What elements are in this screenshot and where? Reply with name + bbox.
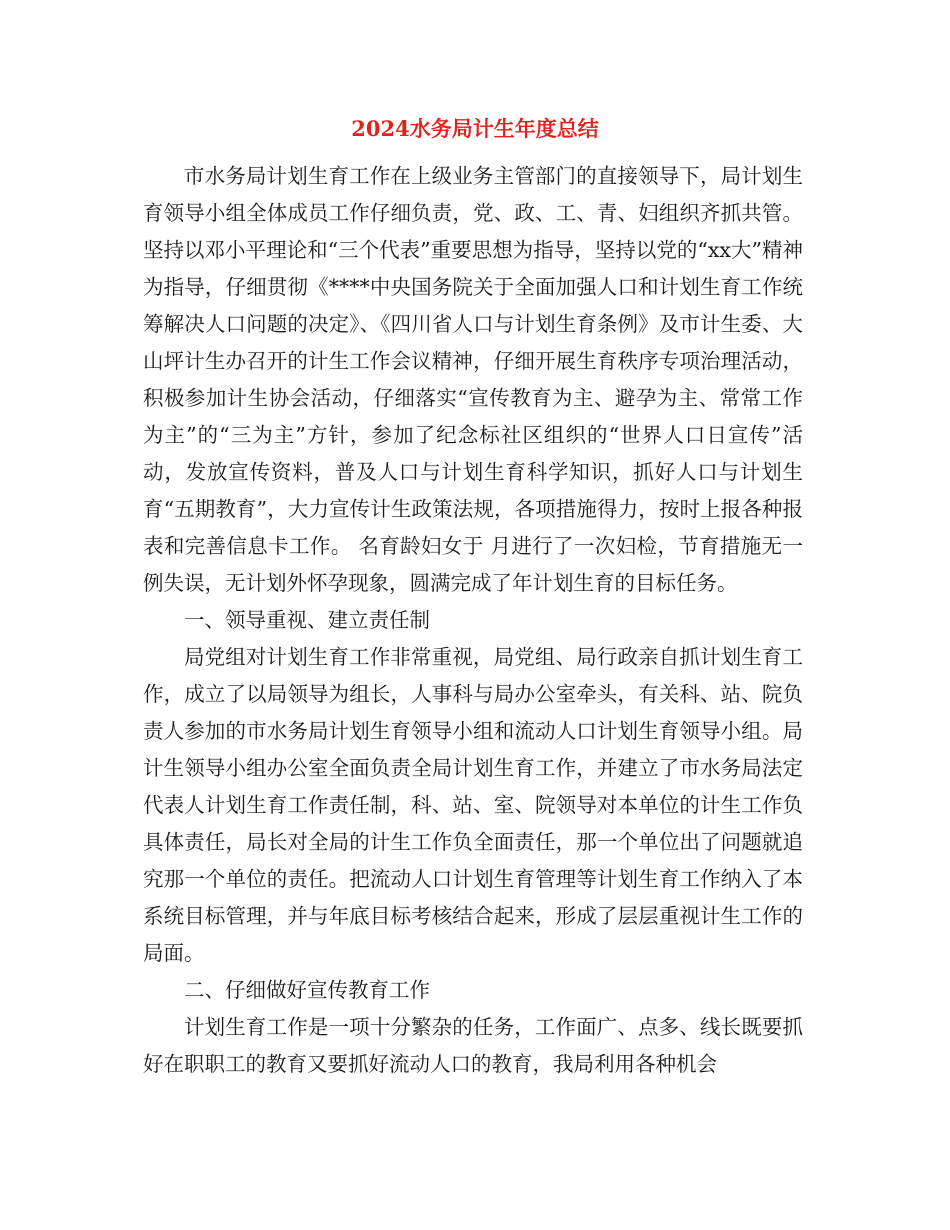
document-body [143,158,803,1083]
section-paragraph-1: 局党组对计划生育工作非常重视，局党组、局行政亲自抓计划生育工作，成立了以局领导为组长，人事科与局办公室牵头，有关科、站、院负责人参加的市水务局计划生育领导小组和流动人口计划生育领导小组。局计生领导小组办公室全面负责全局计划生育工作，并建立了市水务局法定代表人计划生育工作责任制，科、站、室、院领导对本单位的计生工作负具体责任，局长对全局的计生工作负全面责任，那一个单位出了问题就追究那一个单位的责任。把流动人口计划生育管理等计划生育工作纳入了本系统目标管理，并与年底目标考核结合起来，形成了层层重视计生工作的局面。 [143,645,803,965]
document-title: 2024水务局计生年度总结 [351,116,599,141]
section-paragraph-2: 计划生育工作是一项十分繁杂的任务，工作面广、点多、线长既要抓好在职职工的教育又要抓好流动人口的教育，我局利用各种机会 [143,1015,803,1076]
section-heading-1: 一、领导重视、建立责任制 [184,608,430,632]
section-heading-2: 二、仔细做好宣传教育工作 [184,978,430,1002]
intro-paragraph: 市水务局计划生育工作在上级业务主管部门的直接领导下，局计划生育领导小组全体成员工作仔细负责，党、政、工、青、妇组织齐抓共管。坚持以邓小平理论和“三个代表”重要思想为指导，坚持以党的“xx大”精神为指导，仔细贯彻《****中央国务院关于全面加强人口和计划生育工作统筹解决人口问题的决定》、《四川省人口与计划生育条例》及市计生委、大山坪计生办召开的计生工作会议精神，仔细开展生育秩序专项治理活动，积极参加计生协会活动，仔细落实“宣传教育为主、避孕为主、常常工作为主”的“三为主”方针，参加了纪念标社区组织的“世界人口日宣传”活动，发放宣传资料，普及人口与计划生育科学知识，抓好人口与计划生育“五期教育”，大力宣传计生政策法规，各项措施得力，按时上报各种报表和完善信息卡工作。 名育龄妇女于 月进行了一次妇检，节育措施无一例失误，无计划外怀孕现象，圆满完成了年计划生育的目标任务。 [143,164,803,595]
